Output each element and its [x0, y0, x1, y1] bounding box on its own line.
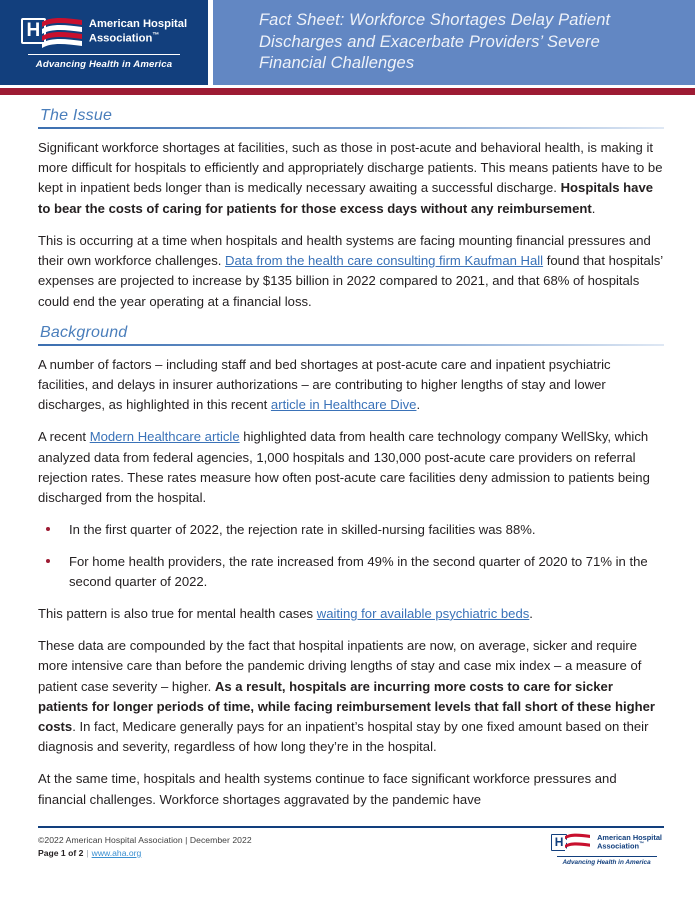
section-heading-rule	[38, 344, 664, 346]
text-run: This is occurring at a time when hospitals and health systems are facing mounting financial pressures and their own workforce challenges.	[38, 232, 651, 269]
document-title-line-3: Financial Challenges	[259, 54, 415, 73]
text-run-bold: As a result, hospitals are incurring more costs to care for sicker patients for longer periods of time, while facing reimbursement levels that fall short of these higher costs	[38, 678, 655, 735]
section-heading-background: Background	[40, 323, 128, 341]
section-the-issue	[38, 107, 664, 312]
document-body	[0, 107, 695, 810]
header-bottom-spacer	[0, 95, 695, 107]
paragraph-background-5	[38, 769, 664, 809]
footer-website-link[interactable]: www.aha.org	[91, 848, 142, 858]
document-footer	[0, 826, 695, 866]
text-run: highlighted data from health care technology company WellSky, which analyzed data from federal agencies, 1,000 hospitals and 130,000 post-acute care providers on referral rejection rates. These rates measure how often post-acute care facilities deny admission to patients being discharged from the hospital.	[38, 429, 650, 506]
document-title-line-1: Fact Sheet: Workforce Shortages Delay Patient	[259, 10, 611, 29]
rejection-rate-bullet-list	[38, 520, 664, 592]
text-run-bold: Hospitals have to bear the costs of caring for patients for those excess days without any reimbursement	[38, 180, 654, 216]
section-heading-the-issue: The Issue	[40, 107, 113, 124]
text-run: .	[529, 605, 533, 621]
aha-logo	[21, 15, 187, 70]
paragraph-background-1	[38, 355, 664, 416]
aha-logo-line-2: Association™	[88, 31, 160, 45]
paragraph-background-2	[38, 427, 664, 508]
document-title	[259, 10, 610, 75]
link-kaufman-hall-data[interactable]: Data from the health care consulting firm Kaufman Hall	[225, 253, 544, 269]
hospital-h-letter: H	[554, 835, 564, 849]
section-background	[38, 324, 664, 810]
link-healthcare-dive-article[interactable]: article in Healthcare Dive	[270, 397, 417, 413]
footer-aha-logo-line-1: American Hospital	[597, 832, 662, 842]
text-run: These data are compounded by the fact that hospital inpatients are now, on average, sicker and require more intensive care than before the pandemic driving lengths of stay and case mix index – a measure of patient case severity – higher.	[38, 638, 642, 694]
footer-copyright: ©2022 American Hospital Association | December 2022	[38, 835, 252, 845]
footer-aha-logo-line-2: Association™	[597, 841, 644, 851]
aha-logo-line-1: American Hospital	[88, 18, 188, 31]
bullet-dot-icon	[46, 527, 50, 531]
text-run: A recent	[38, 429, 90, 445]
text-run: Significant workforce shortages at facilities, such as those in post-acute and behavioral health, is making it more difficult for hospitals to efficiently and appropriately discharge patients. This means patients have to be kept in inpatient beds longer than is medically necessary awaiting a successful discharge.	[38, 140, 663, 196]
footer-separator: |	[86, 848, 89, 858]
link-modern-healthcare-article[interactable]: Modern Healthcare article	[89, 429, 240, 445]
list-item	[38, 520, 664, 540]
footer-text-block	[38, 834, 252, 858]
trademark-symbol: ™	[638, 841, 644, 848]
aha-logo-row	[21, 15, 187, 49]
aha-logo-wordmark	[89, 18, 187, 45]
footer-page-number: Page 1 of 2	[38, 848, 84, 858]
header-logo-panel	[0, 0, 208, 85]
document-title-line-2: Discharges and Exacerbate Providers’ Severe	[259, 32, 600, 51]
flag-stripes-icon	[40, 17, 84, 54]
list-item	[38, 552, 664, 592]
header-title-panel	[213, 0, 695, 85]
footer-aha-logo-row	[551, 832, 662, 853]
paragraph-background-3	[38, 604, 664, 624]
footer-aha-logo-tagline: Advancing Health in America	[562, 859, 651, 866]
flag-stripes-icon	[563, 833, 592, 858]
aha-logo-divider	[28, 54, 180, 55]
aha-logo-tagline: Advancing Health in America	[35, 59, 173, 70]
footer-aha-logo	[551, 832, 662, 866]
hospital-h-letter: H	[26, 20, 41, 41]
paragraph-issue-2	[38, 231, 664, 312]
text-run: At the same time, hospitals and health systems continue to face significant workforce pressures and financial challenges. Workforce shortages aggravated by the pandemic have	[38, 771, 617, 807]
trademark-symbol: ™	[152, 31, 160, 39]
header-red-stripe	[0, 88, 695, 95]
text-run: .	[416, 397, 421, 413]
footer-body	[38, 834, 664, 866]
footer-rule	[38, 826, 664, 828]
aha-logo-mark	[21, 15, 83, 49]
text-run: .	[591, 200, 596, 216]
footer-aha-logo-mark	[551, 832, 593, 853]
text-run: . In fact, Medicare generally pays for an inpatient’s hospital stay by one fixed amount based on their diagnosis and severity, regardless of how long they’re in the hospital.	[38, 719, 649, 755]
text-run: This pattern is also true for mental health cases	[38, 605, 317, 621]
paragraph-issue-1	[38, 138, 664, 219]
list-item-text: For home health providers, the rate increased from 49% in the second quarter of 2020 to 71% in the second quarter of 2022.	[69, 553, 648, 589]
list-item-text: In the first quarter of 2022, the rejection rate in skilled-nursing facilities was 88%.	[69, 522, 536, 538]
bullet-dot-icon	[46, 559, 50, 563]
link-psychiatric-beds[interactable]: waiting for available psychiatric beds	[316, 605, 530, 621]
footer-aha-logo-wordmark	[597, 834, 662, 852]
section-heading-rule	[38, 127, 664, 129]
text-run: A number of factors – including staff and bed shortages at post-acute care and inpatient psychiatric facilities, and delays in insurer authorizations – are contributing to higher lengths of stay and lower discharges, as highlighted in this recent	[38, 356, 611, 413]
paragraph-background-4	[38, 636, 664, 757]
document-header	[0, 0, 695, 85]
text-run: found that hospitals’ expenses are projected to increase by $135 billion in 2022 compared to 2021, and that 68% of hospitals could end the year operating at a financial loss.	[38, 253, 663, 309]
footer-page-line	[38, 848, 252, 858]
